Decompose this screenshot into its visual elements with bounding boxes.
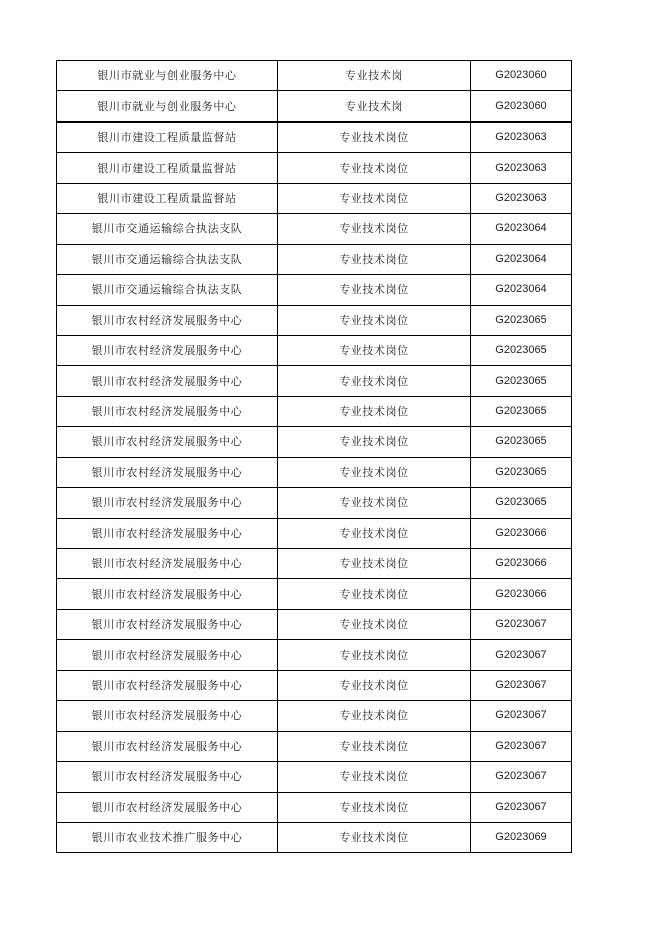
post-cell: 专业技术岗	[278, 61, 471, 91]
unit-cell: 银川市农村经济发展服务中心	[57, 488, 278, 518]
table-row	[57, 609, 572, 639]
unit-cell: 银川市建设工程质量监督站	[57, 153, 278, 183]
unit-cell: 银川市农村经济发展服务中心	[57, 396, 278, 426]
table-row	[57, 396, 572, 426]
code-cell: G2023067	[471, 731, 572, 761]
code-cell: G2023064	[471, 214, 572, 244]
table-row	[57, 244, 572, 274]
post-cell: 专业技术岗位	[278, 396, 471, 426]
post-cell: 专业技术岗位	[278, 122, 471, 153]
unit-cell: 银川市建设工程质量监督站	[57, 183, 278, 213]
post-cell: 专业技术岗位	[278, 183, 471, 213]
post-cell: 专业技术岗位	[278, 731, 471, 761]
code-cell: G2023063	[471, 153, 572, 183]
table-row	[57, 183, 572, 213]
post-cell: 专业技术岗位	[278, 305, 471, 335]
table-row	[57, 122, 572, 153]
table-row	[57, 762, 572, 792]
unit-cell: 银川市农村经济发展服务中心	[57, 427, 278, 457]
code-cell: G2023066	[471, 579, 572, 609]
post-cell: 专业技术岗位	[278, 275, 471, 305]
table-row	[57, 335, 572, 365]
table-row	[57, 670, 572, 700]
table-row	[57, 61, 572, 91]
table-row	[57, 91, 572, 122]
table-row	[57, 792, 572, 822]
unit-cell: 银川市建设工程质量监督站	[57, 122, 278, 153]
unit-cell: 银川市农村经济发展服务中心	[57, 670, 278, 700]
post-cell: 专业技术岗位	[278, 579, 471, 609]
unit-cell: 银川市农村经济发展服务中心	[57, 366, 278, 396]
post-cell: 专业技术岗位	[278, 427, 471, 457]
position-table-body	[57, 61, 572, 853]
table-row	[57, 305, 572, 335]
code-cell: G2023066	[471, 549, 572, 579]
table-row	[57, 822, 572, 852]
post-cell: 专业技术岗位	[278, 153, 471, 183]
table-row	[57, 214, 572, 244]
unit-cell: 银川市交通运输综合执法支队	[57, 214, 278, 244]
table-row	[57, 153, 572, 183]
code-cell: G2023065	[471, 366, 572, 396]
unit-cell: 银川市农村经济发展服务中心	[57, 701, 278, 731]
table-row	[57, 427, 572, 457]
code-cell: G2023067	[471, 762, 572, 792]
post-cell: 专业技术岗位	[278, 214, 471, 244]
post-cell: 专业技术岗位	[278, 488, 471, 518]
code-cell: G2023067	[471, 670, 572, 700]
unit-cell: 银川市农村经济发展服务中心	[57, 549, 278, 579]
post-cell: 专业技术岗位	[278, 670, 471, 700]
post-cell: 专业技术岗位	[278, 609, 471, 639]
table-row	[57, 366, 572, 396]
table-row	[57, 579, 572, 609]
unit-cell: 银川市农村经济发展服务中心	[57, 335, 278, 365]
unit-cell: 银川市农村经济发展服务中心	[57, 640, 278, 670]
post-cell: 专业技术岗位	[278, 457, 471, 487]
unit-cell: 银川市农业技术推广服务中心	[57, 822, 278, 852]
position-table	[56, 60, 572, 853]
post-cell: 专业技术岗位	[278, 822, 471, 852]
post-cell: 专业技术岗位	[278, 244, 471, 274]
post-cell: 专业技术岗位	[278, 640, 471, 670]
post-cell: 专业技术岗位	[278, 549, 471, 579]
code-cell: G2023066	[471, 518, 572, 548]
table-row	[57, 731, 572, 761]
code-cell: G2023065	[471, 305, 572, 335]
post-cell: 专业技术岗位	[278, 792, 471, 822]
unit-cell: 银川市农村经济发展服务中心	[57, 305, 278, 335]
table-row	[57, 488, 572, 518]
unit-cell: 银川市农村经济发展服务中心	[57, 731, 278, 761]
code-cell: G2023064	[471, 275, 572, 305]
unit-cell: 银川市农村经济发展服务中心	[57, 518, 278, 548]
post-cell: 专业技术岗位	[278, 762, 471, 792]
code-cell: G2023067	[471, 609, 572, 639]
table-row	[57, 275, 572, 305]
unit-cell: 银川市农村经济发展服务中心	[57, 762, 278, 792]
code-cell: G2023063	[471, 183, 572, 213]
table-row	[57, 457, 572, 487]
post-cell: 专业技术岗	[278, 91, 471, 122]
post-cell: 专业技术岗位	[278, 335, 471, 365]
post-cell: 专业技术岗位	[278, 366, 471, 396]
unit-cell: 银川市农村经济发展服务中心	[57, 579, 278, 609]
code-cell: G2023067	[471, 792, 572, 822]
table-row	[57, 518, 572, 548]
unit-cell: 银川市农村经济发展服务中心	[57, 457, 278, 487]
code-cell: G2023067	[471, 701, 572, 731]
code-cell: G2023060	[471, 91, 572, 122]
post-cell: 专业技术岗位	[278, 518, 471, 548]
code-cell: G2023060	[471, 61, 572, 91]
unit-cell: 银川市交通运输综合执法支队	[57, 244, 278, 274]
code-cell: G2023065	[471, 335, 572, 365]
code-cell: G2023065	[471, 396, 572, 426]
unit-cell: 银川市就业与创业服务中心	[57, 61, 278, 91]
code-cell: G2023065	[471, 457, 572, 487]
unit-cell: 银川市农村经济发展服务中心	[57, 792, 278, 822]
code-cell: G2023065	[471, 488, 572, 518]
code-cell: G2023067	[471, 640, 572, 670]
unit-cell: 银川市交通运输综合执法支队	[57, 275, 278, 305]
code-cell: G2023065	[471, 427, 572, 457]
code-cell: G2023069	[471, 822, 572, 852]
unit-cell: 银川市就业与创业服务中心	[57, 91, 278, 122]
code-cell: G2023064	[471, 244, 572, 274]
table-row	[57, 640, 572, 670]
post-cell: 专业技术岗位	[278, 701, 471, 731]
unit-cell: 银川市农村经济发展服务中心	[57, 609, 278, 639]
table-row	[57, 549, 572, 579]
code-cell: G2023063	[471, 122, 572, 153]
table-row	[57, 701, 572, 731]
